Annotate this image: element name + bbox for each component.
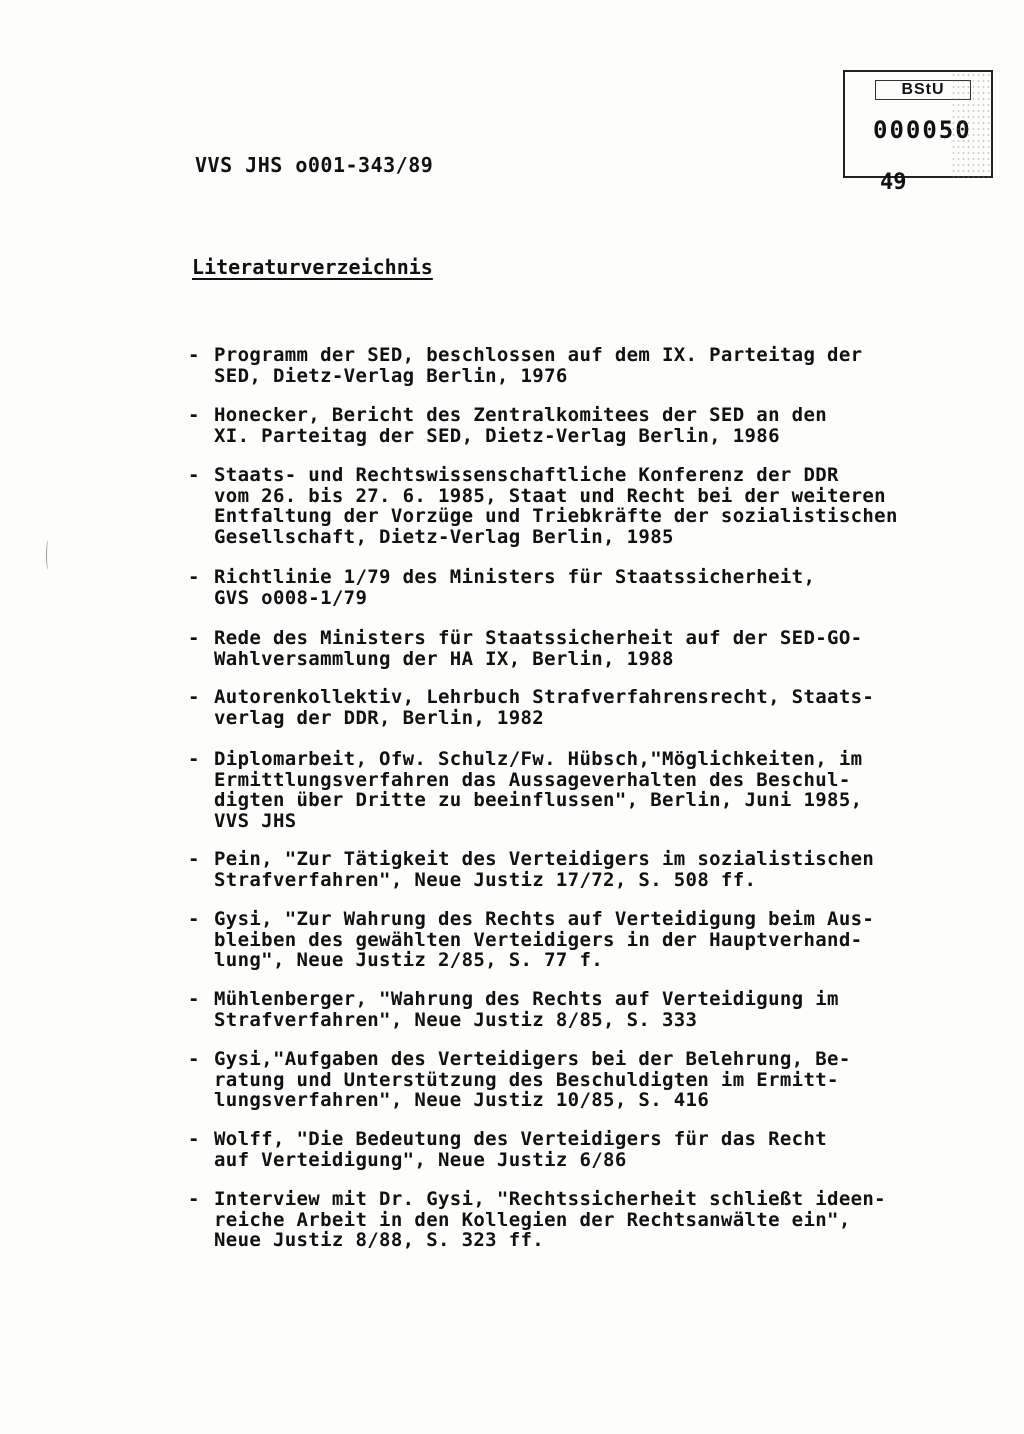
stamp-number: 000050	[873, 116, 972, 144]
bullet-dash: -	[188, 627, 200, 649]
entry-text: Staats- und Rechtswissenschaftliche Konferenz der DDR vom 26. bis 27. 6. 1985, Staat und Recht bei der weiteren Entfaltung der Vorzüge und Triebkräfte der sozialistischen Gesellschaft, Dietz-Verlag Berlin, 1985	[214, 464, 898, 548]
list-item	[188, 909, 908, 971]
bullet-dash: -	[188, 848, 200, 870]
entry-text: Richtlinie 1/79 des Ministers für Staatssicherheit, GVS o008-1/79	[214, 566, 816, 609]
list-item	[188, 1189, 908, 1251]
margin-mark	[46, 540, 51, 570]
list-item	[188, 628, 908, 669]
bullet-dash: -	[188, 1188, 200, 1210]
entry-text: Autorenkollektiv, Lehrbuch Strafverfahrensrecht, Staats- verlag der DDR, Berlin, 1982	[214, 686, 875, 729]
bullet-dash: -	[188, 748, 200, 770]
entry-text: Programm der SED, beschlossen auf dem IX. Parteitag der SED, Dietz-Verlag Berlin, 1976	[214, 344, 863, 387]
stamp-speckle	[951, 72, 991, 180]
entry-text: Interview mit Dr. Gysi, "Rechtssicherheit schließt ideen- reiche Arbeit in den Kollegien der Rechtsanwälte ein", Neue Justiz 8/88, S. 323 ff.	[214, 1188, 886, 1251]
list-item	[188, 989, 908, 1030]
list-item	[188, 465, 908, 547]
entry-text: Mühlenberger, "Wahrung des Rechts auf Verteidigung im Strafverfahren", Neue Justiz 8/85, S. 333	[214, 988, 839, 1031]
bullet-dash: -	[188, 1128, 200, 1150]
entry-text: Honecker, Bericht des Zentralkomitees der SED an den XI. Parteitag der SED, Dietz-Verlag Berlin, 1986	[214, 404, 828, 447]
bullet-dash: -	[188, 988, 200, 1010]
bullet-dash: -	[188, 344, 200, 366]
list-item	[188, 1129, 908, 1170]
page-number: 49	[880, 170, 907, 195]
list-item	[188, 1049, 908, 1111]
bullet-dash: -	[188, 1048, 200, 1070]
bullet-dash: -	[188, 908, 200, 930]
archive-stamp	[843, 70, 993, 178]
bullet-dash: -	[188, 464, 200, 486]
entry-text: Pein, "Zur Tätigkeit des Verteidigers im sozialistischen Strafverfahren", Neue Justiz 17/72, S. 508 ff.	[214, 848, 875, 891]
entry-text: Diplomarbeit, Ofw. Schulz/Fw. Hübsch,"Möglichkeiten, im Ermittlungsverfahren das Aussageverhalten des Beschul- digten über Dritte zu beeinflussen", Berlin, Juni 1985, VVS JHS	[214, 748, 863, 832]
list-item	[188, 567, 908, 608]
list-item	[188, 749, 908, 831]
list-item	[188, 849, 908, 890]
list-item	[188, 345, 908, 386]
bullet-dash: -	[188, 566, 200, 588]
stamp-agency: BStU	[875, 80, 971, 100]
entry-text: Gysi,"Aufgaben des Verteidigers bei der Belehrung, Be- ratung und Unterstützung des Beschuldigten im Ermitt- lungsverfahren", Neue Justiz 10/85, S. 416	[214, 1048, 851, 1111]
entry-text: Wolff, "Die Bedeutung des Verteidigers für das Recht auf Verteidigung", Neue Justiz 6/86	[214, 1128, 828, 1171]
entry-text: Gysi, "Zur Wahrung des Rechts auf Verteidigung beim Aus- bleiben des gewählten Verteidigers in der Hauptverhand- lung", Neue Justiz 2/85, S. 77 f.	[214, 908, 875, 971]
bullet-dash: -	[188, 686, 200, 708]
list-item	[188, 405, 908, 446]
entry-text: Rede des Ministers für Staatssicherheit auf der SED-GO- Wahlversammlung der HA IX, Berlin, 1988	[214, 627, 863, 670]
reference-code: VVS JHS o001-343/89	[195, 153, 434, 177]
bullet-dash: -	[188, 404, 200, 426]
list-item	[188, 687, 908, 728]
page-title: Literaturverzeichnis	[192, 255, 433, 279]
